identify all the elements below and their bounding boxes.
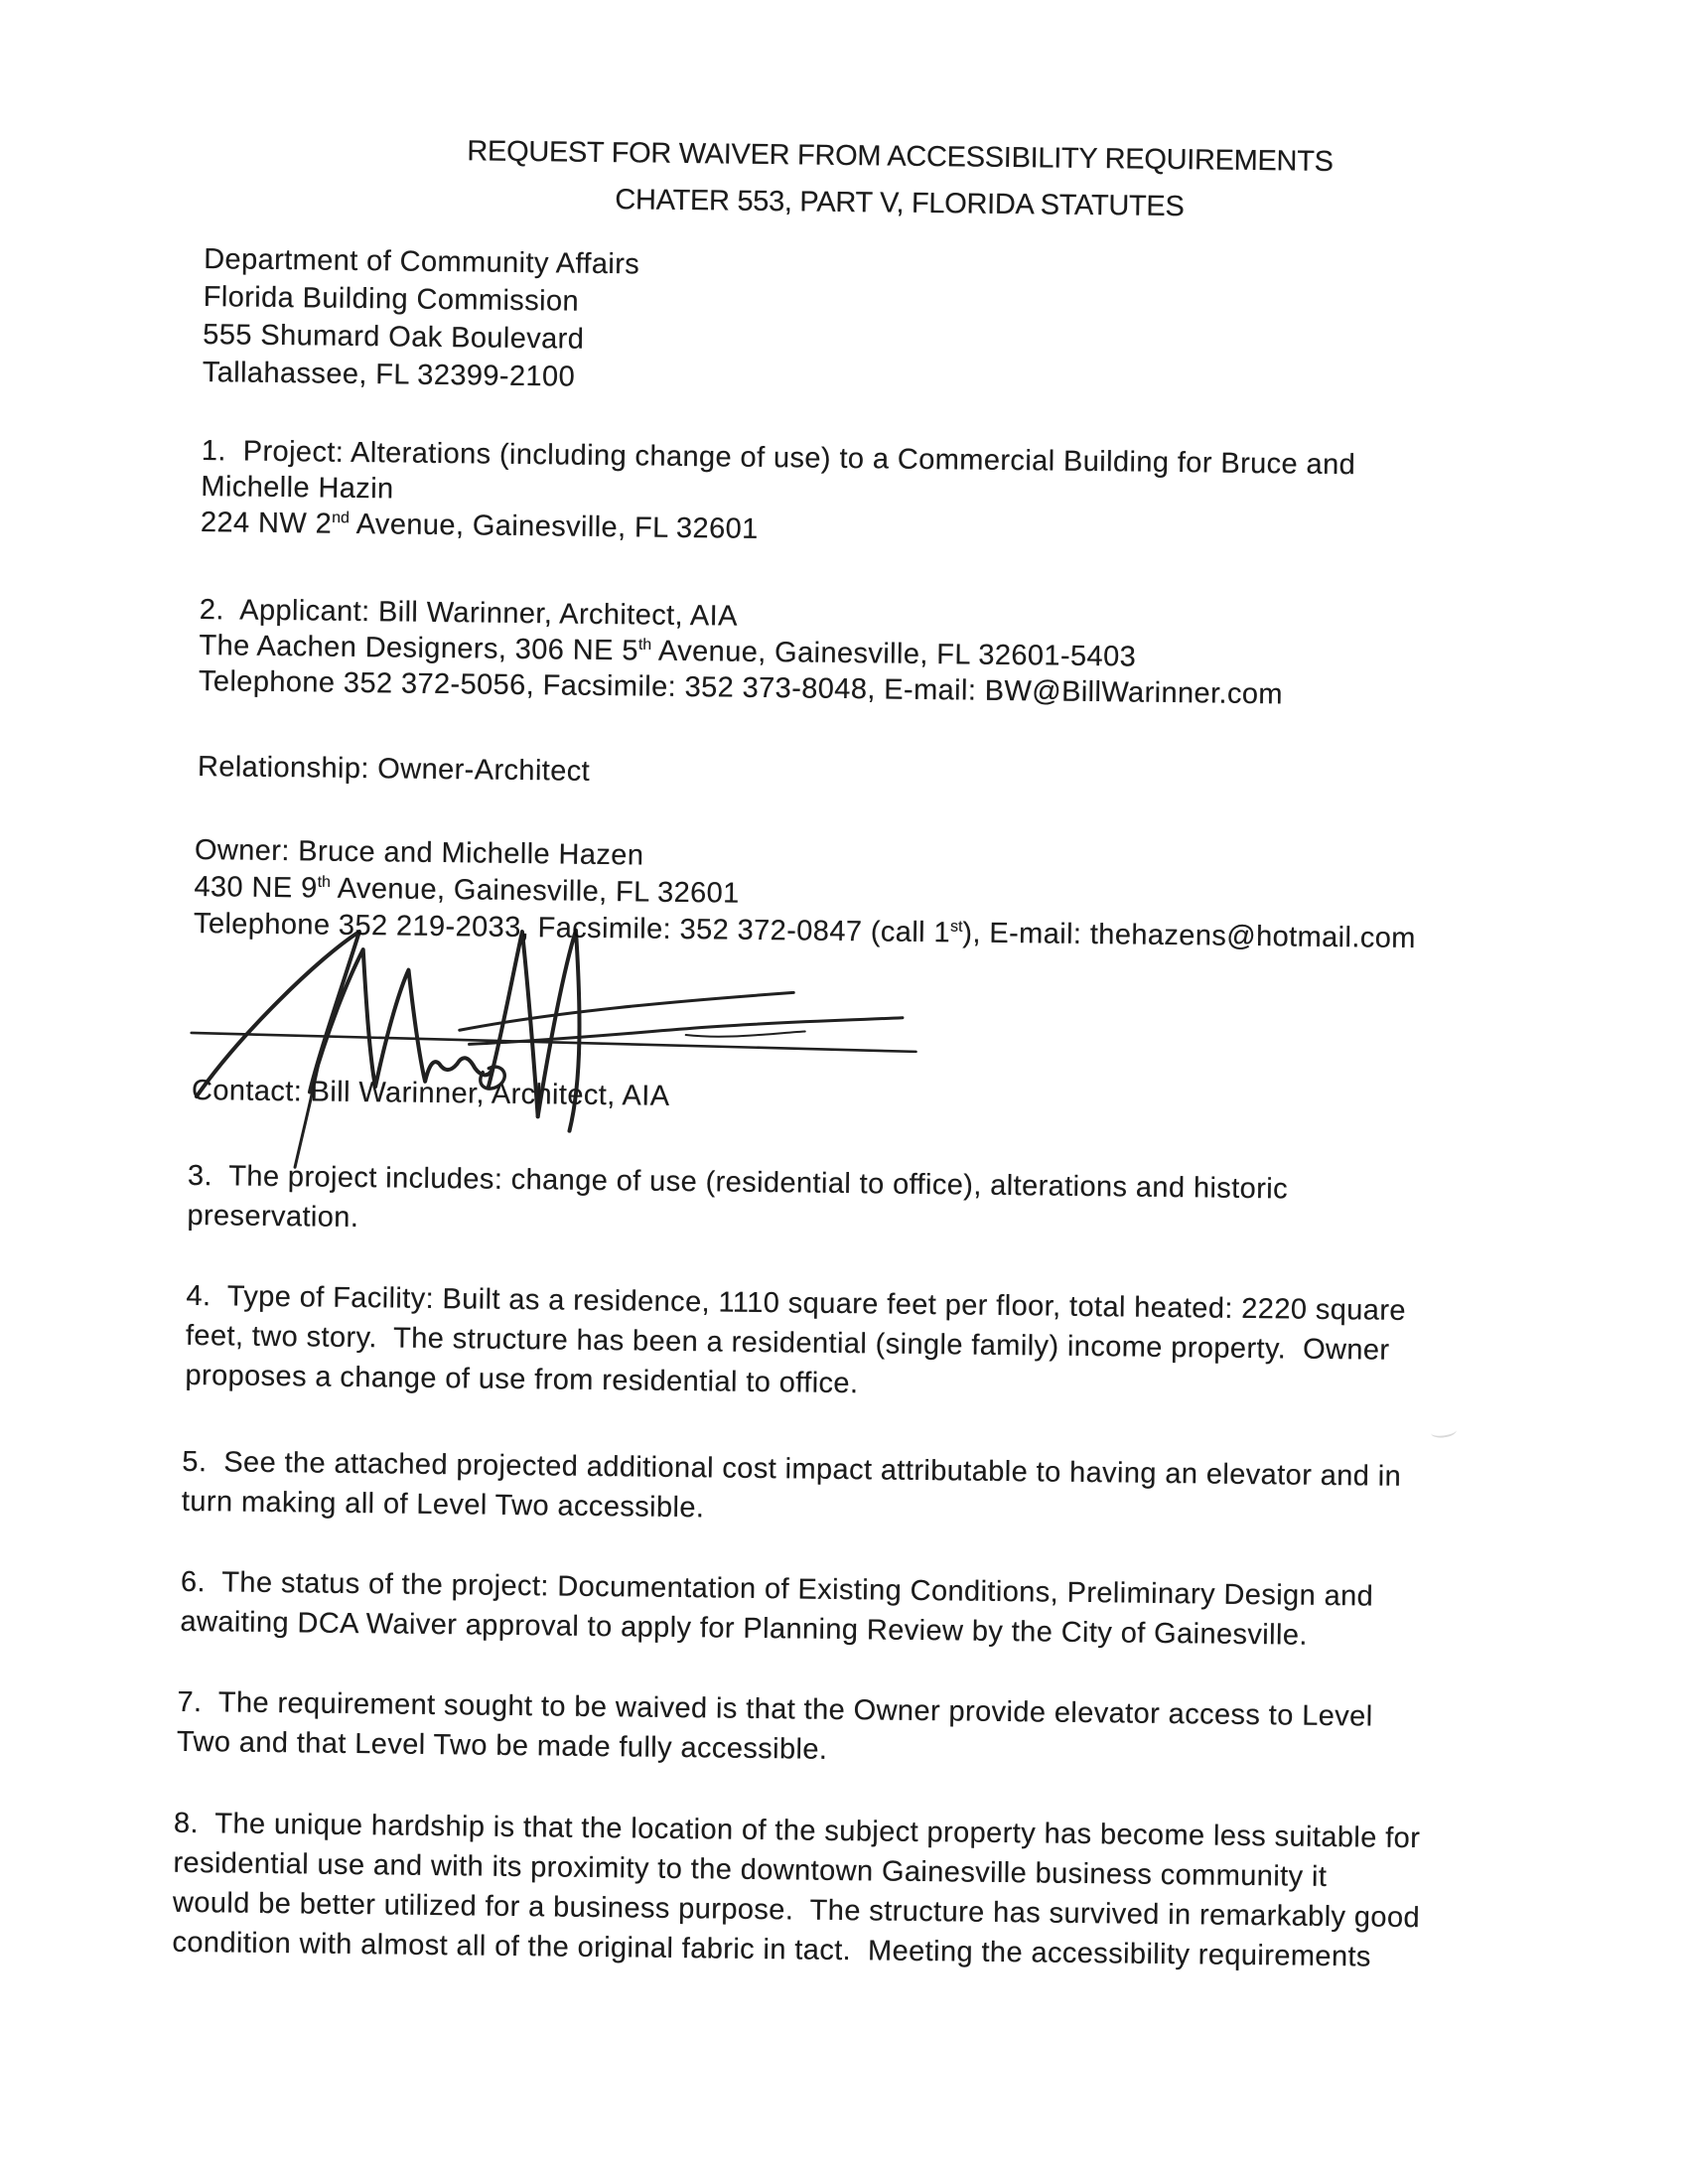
item-4-line-1: 4. Type of Facility: Built as a residence, 1110 square feet per floor, total heated: 2220 square: [186, 1279, 1407, 1327]
item-5-line-1: 5. See the attached projected additional cost impact attributable to having an elevator and in: [182, 1445, 1402, 1493]
item-6-project-status: [180, 1562, 1373, 1657]
item-4-type-of-facility: [185, 1276, 1406, 1410]
item-7-line-2: Two and that Level Two be made fully accessible.: [176, 1725, 828, 1766]
recipient-city: Tallahassee, FL 32399-2100: [202, 357, 576, 393]
item-2-address-ordinal: th: [637, 636, 652, 654]
relationship-block: [198, 749, 591, 791]
item-7-requirement-waived: [177, 1682, 1373, 1777]
owner-address-pre: 430 NE 9: [194, 870, 318, 905]
title-line-1: REQUEST FOR WAIVER FROM ACCESSIBILITY REQUIREMENTS: [467, 135, 1334, 178]
item-5-line-2: turn making all of Level Two accessible.: [181, 1485, 705, 1525]
owner-phone-pre: Telephone 352 219-2033, Facsimile: 352 372-0847 (call 1: [193, 907, 951, 949]
item-8-line-4: condition with almost all of the original fabric in tact. Meeting the accessibility requirements: [172, 1926, 1372, 1973]
item-1-address-post: Avenue, Gainesville, FL 32601: [349, 508, 759, 545]
item-8-unique-hardship: [172, 1804, 1421, 1977]
document-title: [56, 123, 1688, 237]
scan-smudge-artifact: [1430, 1424, 1457, 1439]
item-2-address-pre: The Aachen Designers, 306 NE 5: [199, 630, 639, 667]
owner-address-ordinal: th: [317, 873, 332, 892]
owner-name-line: Owner: Bruce and Michelle Hazen: [194, 833, 644, 872]
owner-phone-ordinal: st: [949, 918, 963, 936]
recipient-address-block: [203, 240, 640, 396]
item-1-line-2: Michelle Hazin: [201, 471, 394, 506]
owner-phone-post: ), E-mail: thehazens@hotmail.com: [962, 917, 1416, 955]
item-3-line-1: 3. The project includes: change of use (residential to office), alterations and historic: [187, 1159, 1289, 1206]
item-8-line-1: 8. The unique hardship is that the location of the subject property has become less suitable for: [173, 1807, 1421, 1855]
item-8-line-3: would be better utilized for a business purpose. The structure has survived in remarkably good: [172, 1886, 1421, 1935]
item-6-line-1: 6. The status of the project: Documentation of Existing Conditions, Preliminary Design and: [180, 1565, 1374, 1613]
recipient-commission: Florida Building Commission: [203, 281, 580, 318]
item-1-line-1: 1. Project: Alterations (including change of use) to a Commercial Building for Bruce and: [201, 435, 1356, 482]
item-1-address-ordinal: nd: [332, 509, 351, 527]
title-line-2: CHATER 553, PART V, FLORIDA STATUTES: [615, 184, 1185, 223]
contact-block: [192, 1073, 670, 1115]
item-2-applicant: [199, 592, 1284, 712]
item-6-line-2: awaiting DCA Waiver approval to apply for Planning Review by the City of Gainesville.: [180, 1605, 1309, 1652]
recipient-street: 555 Shumard Oak Boulevard: [203, 319, 585, 356]
item-2-line-1: 2. Applicant: Bill Warinner, Architect, AIA: [199, 594, 739, 633]
item-2-address-post: Avenue, Gainesville, FL 32601-5403: [650, 635, 1137, 673]
item-1-address-pre: 224 NW 2: [200, 507, 333, 540]
relationship-line: Relationship: Owner-Architect: [197, 751, 591, 788]
item-4-line-2: feet, two story. The structure has been a residential (single family) income property. Owner: [185, 1319, 1390, 1367]
item-3-line-2: preservation.: [187, 1199, 359, 1235]
item-3-project-includes: [187, 1156, 1288, 1249]
item-4-line-3: proposes a change of use from residential to office.: [185, 1359, 859, 1400]
recipient-agency: Department of Community Affairs: [204, 243, 640, 281]
item-1-project: [201, 433, 1356, 554]
owner-address-post: Avenue, Gainesville, FL 32601: [330, 872, 740, 910]
item-8-line-2: residential use and with its proximity to the downtown Gainesville business community it: [173, 1846, 1328, 1893]
item-7-line-1: 7. The requirement sought to be waived is that the Owner provide elevator access to Level: [177, 1685, 1373, 1733]
item-2-phone-line: Telephone 352 372-5056, Facsimile: 352 373-8048, E-mail: BW@BillWarinner.com: [198, 665, 1284, 711]
item-5-cost-impact: [182, 1442, 1402, 1536]
contact-line: Contact: Bill Warinner, Architect, AIA: [191, 1074, 670, 1112]
